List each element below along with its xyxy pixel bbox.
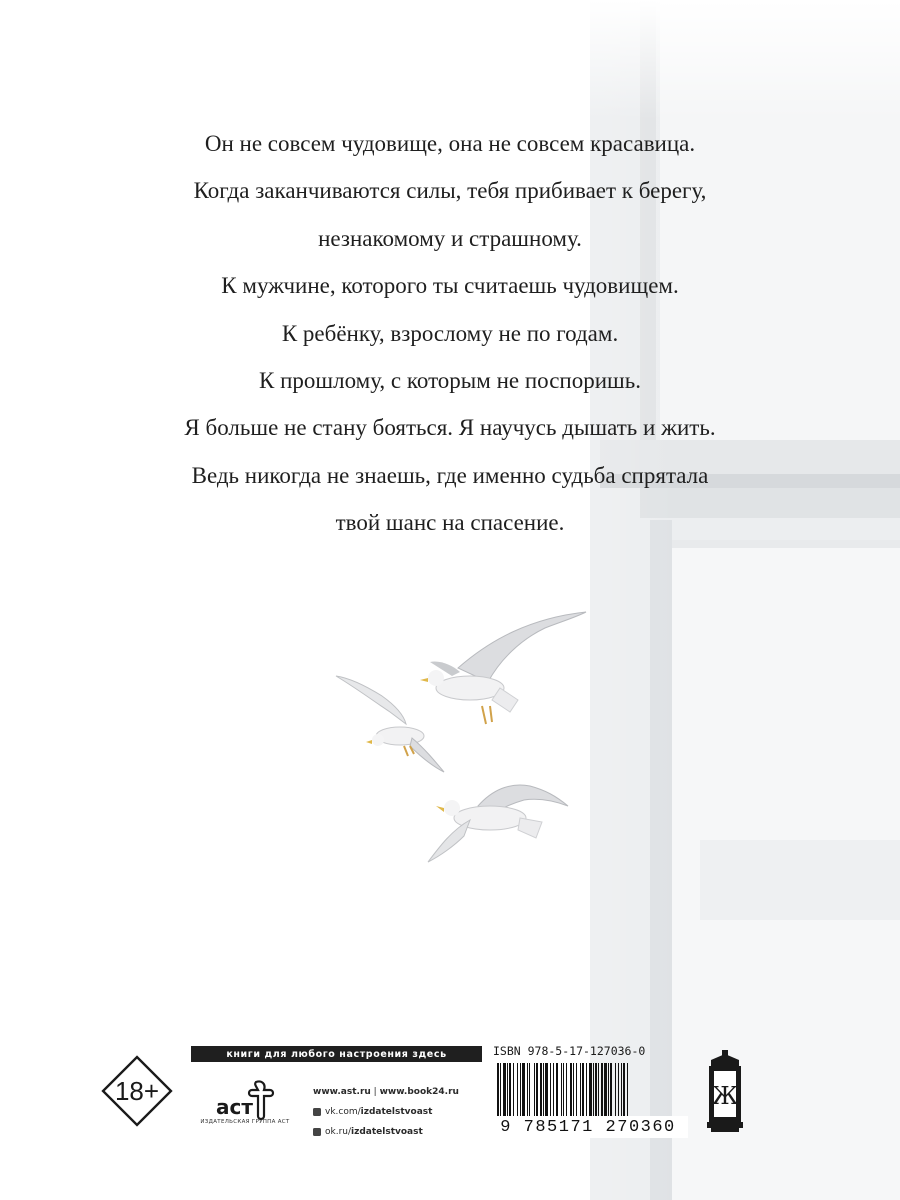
website-book24-link[interactable]: www.book24.ru [379,1087,459,1097]
publisher-name: ИЗДАТЕЛЬСКАЯ ГРУППА АСТ [200,1119,290,1125]
barcode-digits: 9 785171 270360 [488,1116,688,1138]
isbn-number: ISBN 978-5-17-127036-0 [493,1044,646,1058]
ok-row[interactable] [313,1122,459,1142]
seagull-icon [420,612,586,724]
website-ast-link[interactable]: www.ast.ru [313,1087,371,1097]
synopsis-line-3: незнакомому и страшному. [318,225,582,251]
synopsis-line-2: Когда заканчиваются силы, тебя прибивает к берегу, [193,178,707,204]
synopsis-line-7: Я больше не стану бояться. Я научусь дышать и жить. [184,415,716,441]
seagulls-illustration [320,600,600,870]
synopsis-line-8: Ведь никогда не знаешь, где именно судьба спрятала [191,462,709,488]
synopsis-line-4: К мужчине, которого ты считаешь чудовищем. [221,273,679,299]
vk-icon [313,1108,321,1116]
age-rating-label: 18+ [114,1075,160,1106]
publisher-tagline: книги для любого настроения здесь [191,1046,482,1062]
ok-prefix: ok.ru/ [325,1127,352,1137]
synopsis-line-5: К ребёнку, взрослому не по годам. [281,320,619,346]
ok-icon [313,1128,321,1136]
vk-prefix: vk.com/ [325,1107,361,1117]
lantern-icon [705,1050,745,1132]
synopsis-line-1: Он не совсем чудовище, она не совсем красавица. [204,131,696,156]
website-separator: | [370,1087,380,1097]
seagull-icon [336,676,444,772]
synopsis-text [0,120,900,547]
synopsis-line-6: К прошлому, с которым не поспоришь. [259,368,641,394]
ast-logo-text: аст [216,1095,253,1119]
seagull-icon [428,785,568,862]
synopsis-line-9: твой шанс на спасение. [335,510,565,536]
lantern-letter: Ж [711,1082,739,1110]
website-row [313,1082,459,1102]
ok-handle: izdatelstvoast [351,1127,423,1137]
publisher-links [313,1082,459,1142]
vk-row[interactable] [313,1102,459,1122]
vk-handle: izdatelstvoast [360,1107,433,1117]
